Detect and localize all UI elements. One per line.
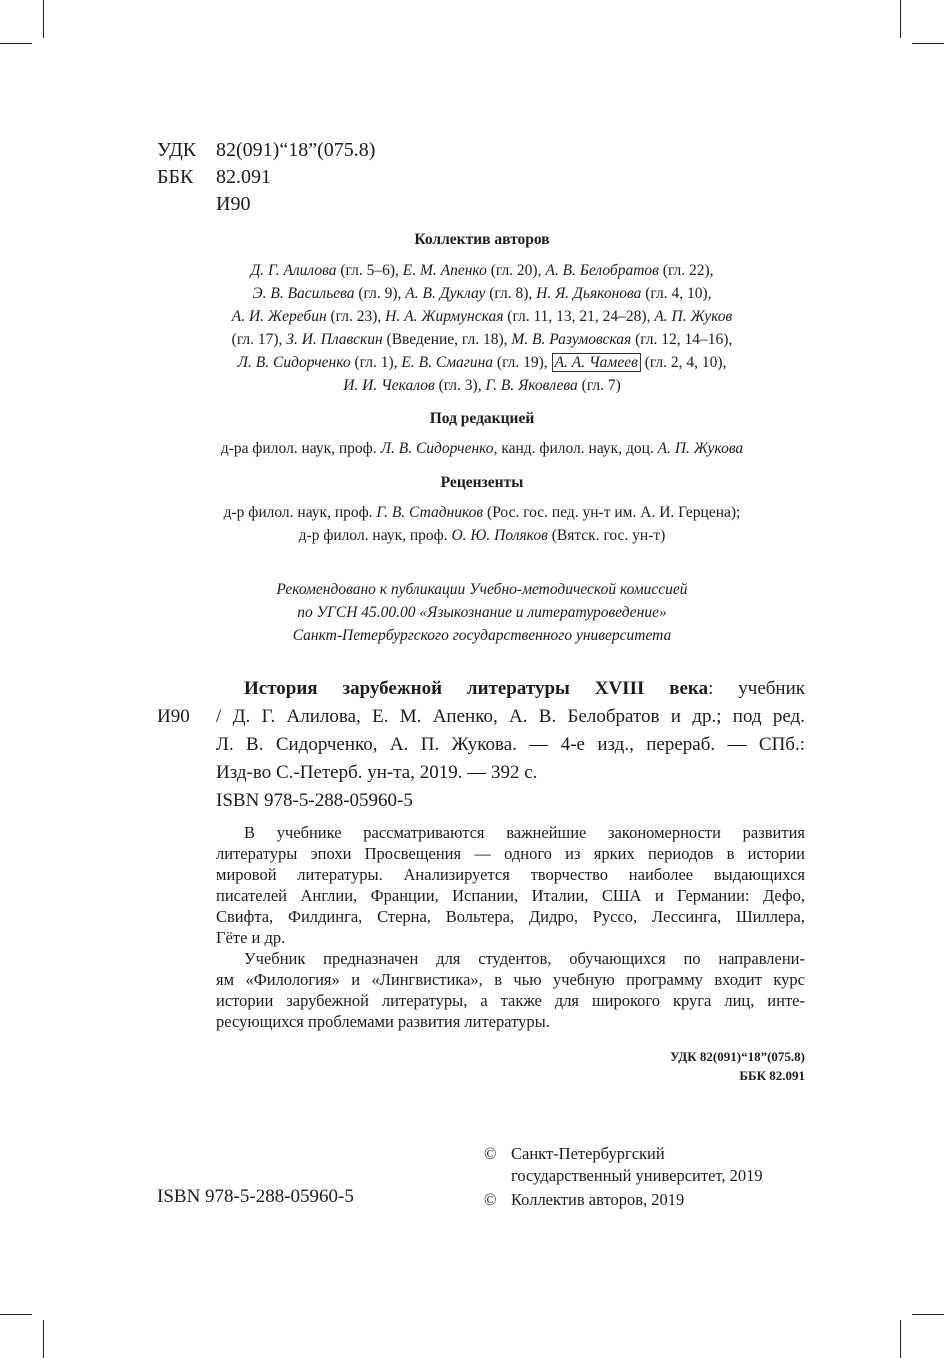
abstract-line: Учебник предназначен для студентов, обучающихся по направлени- — [244, 949, 805, 968]
abstract-line: мировой литературы. Анализируется творчество наиболее выдающихся — [216, 865, 805, 884]
person-name: Л. В. Сидорченко — [237, 354, 351, 371]
bibliographic-title-line — [216, 675, 805, 703]
bbk-code: ББК 82.091 — [739, 1068, 805, 1083]
person-name: О. Ю. Поляков — [451, 527, 548, 544]
bibliographic-description — [216, 675, 805, 815]
text-run: (гл. 17), — [231, 331, 287, 348]
abstract-line: ресующихся проблемами развития литературы. — [216, 1012, 550, 1031]
abstract-paragraph — [216, 822, 805, 948]
copyright-icon: © — [484, 1144, 497, 1163]
person-name: А. В. Белобратов — [545, 262, 659, 279]
text-run: (гл. 9), — [354, 285, 406, 302]
crop-mark — [0, 43, 32, 44]
authors-heading: Коллектив авторов — [414, 231, 550, 248]
crop-mark — [912, 1314, 944, 1315]
person-name: Г. В. Яковлева — [485, 377, 578, 394]
abstract — [216, 822, 805, 1032]
bibliographic-marker: И90 — [157, 706, 190, 727]
crop-mark — [43, 0, 44, 38]
reviewers-heading: Рецензенты — [440, 474, 524, 491]
person-name: Г. В. Стадников — [376, 504, 484, 521]
udk-value: 82(091)“18”(075.8) — [216, 139, 376, 161]
author-mark: И90 — [216, 193, 251, 215]
text-line — [157, 501, 807, 524]
recommendation — [157, 578, 807, 647]
person-name: А. П. Жукова — [657, 440, 744, 457]
text-run: (Введение, гл. 18), — [382, 331, 512, 348]
bbk-row — [157, 164, 375, 191]
bibliographic-line: / Д. Г. Алилова, Е. М. Апенко, А. В. Белобратов и др.; под ред. — [216, 706, 805, 727]
text-run: (гл. 23), — [326, 308, 386, 325]
abstract-line: истории зарубежной литературы, а также для широкого круга лиц, инте- — [216, 991, 805, 1010]
text-line — [157, 374, 807, 397]
book-type: : учебник — [708, 678, 805, 699]
person-name: А. В. Дуклау — [405, 285, 486, 302]
author-mark-row — [157, 191, 375, 218]
recommendation-line: Санкт-Петербургского государственного университета — [292, 627, 672, 644]
person-name: Е. В. Смагина — [401, 354, 494, 371]
text-run: (гл. 4, 10), — [641, 285, 712, 302]
udk-label: УДК — [157, 139, 197, 161]
bibliographic-line: Изд-во С.-Петерб. ун-та, 2019. — 392 с. — [216, 762, 538, 783]
book-title: История зарубежной литературы XVIII века — [244, 678, 709, 699]
text-run: (гл. 5–6), — [336, 262, 403, 279]
text-run: (Рос. гос. пед. ун-т им. А. И. Герцена); — [483, 504, 741, 521]
highlighted-person-name: А. А. Чамеев — [552, 353, 641, 372]
bbk-value: 82.091 — [216, 166, 271, 188]
abstract-line: Свифта, Филдинга, Стерна, Вольтера, Дидро, Руссо, Лессинга, Шиллера, — [216, 907, 805, 926]
person-name: Д. Г. Алилова — [250, 262, 337, 279]
copyright-holder-line: государственный университет, 2019 — [511, 1166, 763, 1185]
text-run: д-р филол. наук, проф. — [223, 504, 377, 521]
crop-mark — [912, 43, 944, 44]
bibliographic-isbn: ISBN 978-5-288-05960-5 — [216, 790, 413, 811]
person-name: Е. М. Апенко — [402, 262, 487, 279]
text-run: (гл. 7) — [577, 377, 621, 394]
authors-list — [157, 259, 807, 397]
recommendation-line: по УГСН 45.00.00 «Языкознание и литературоведение» — [297, 604, 667, 621]
text-run: (гл. 22), — [658, 262, 714, 279]
classification-block — [157, 137, 375, 218]
person-name: Э. В. Васильева — [252, 285, 355, 302]
abstract-paragraph — [216, 948, 805, 1032]
isbn: ISBN 978-5-288-05960-5 — [157, 1186, 354, 1207]
text-line — [157, 282, 807, 305]
recommendation-line: Рекомендовано к публикации Учебно-методической комиссией — [276, 581, 688, 598]
copyright-university — [484, 1143, 763, 1187]
text-run: (гл. 19), — [493, 354, 552, 371]
crop-mark — [900, 1320, 901, 1358]
text-run: (гл. 8), — [485, 285, 537, 302]
person-name: А. П. Жуков — [654, 308, 733, 325]
text-run: (гл. 2, 4, 10), — [640, 354, 727, 371]
udk-code: УДК 82(091)“18”(075.8) — [670, 1049, 805, 1064]
abstract-line: ям «Филология» и «Лингвистика», в чью учебную программу входит курс — [216, 970, 805, 989]
person-name: Н. А. Жирмунская — [385, 308, 504, 325]
text-line — [157, 259, 807, 282]
person-name: А. И. Жеребин — [231, 308, 327, 325]
copyright-authors — [484, 1189, 684, 1211]
crop-mark — [0, 1314, 32, 1315]
text-run: (гл. 11, 13, 21, 24–28), — [503, 308, 655, 325]
person-name: Н. Я. Дьяконова — [536, 285, 642, 302]
classification-codes — [670, 1047, 805, 1085]
crop-mark — [43, 1320, 44, 1358]
abstract-line: литературы эпохи Просвещения — одного из ярких периодов в истории — [216, 844, 805, 863]
text-line — [157, 328, 807, 351]
person-name: Л. В. Сидорченко — [380, 440, 494, 457]
abstract-line: писателей Англии, Франции, Испании, Италии, США и Германии: Дефо, — [216, 886, 805, 905]
crop-mark — [900, 0, 901, 38]
text-line — [157, 524, 807, 547]
bibliographic-line: Л. В. Сидорченко, А. П. Жукова. — 4-е изд., перераб. — СПб.: — [216, 734, 805, 755]
person-name: З. И. Плавскин — [286, 331, 383, 348]
text-run: д-р филол. наук, проф. — [298, 527, 452, 544]
text-run: (гл. 12, 14–16), — [631, 331, 733, 348]
udk-row — [157, 137, 375, 164]
text-run: (Вятск. гос. ун-т) — [547, 527, 666, 544]
person-name: И. И. Чекалов — [343, 377, 435, 394]
copyright-icon: © — [484, 1190, 497, 1209]
abstract-line: Гёте и др. — [216, 928, 286, 947]
reviewers-list — [157, 501, 807, 547]
text-run: (гл. 3), — [434, 377, 486, 394]
copyright-holder: Коллектив авторов, 2019 — [511, 1190, 685, 1209]
text-run: (гл. 1), — [350, 354, 402, 371]
text-run: (гл. 20), — [486, 262, 546, 279]
text-line — [157, 351, 807, 374]
copyright-holder-line: Санкт-Петербургский — [511, 1144, 665, 1163]
text-run: , канд. филол. наук, доц. — [493, 440, 658, 457]
text-run: д-ра филол. наук, проф. — [220, 440, 381, 457]
bbk-label: ББК — [157, 166, 194, 188]
abstract-line: В учебнике рассматриваются важнейшие закономерности развития — [244, 823, 805, 842]
text-line — [157, 305, 807, 328]
text-line — [157, 437, 807, 460]
editors-heading: Под редакцией — [429, 410, 535, 427]
person-name: М. В. Разумовская — [511, 331, 632, 348]
editors-list — [157, 437, 807, 460]
